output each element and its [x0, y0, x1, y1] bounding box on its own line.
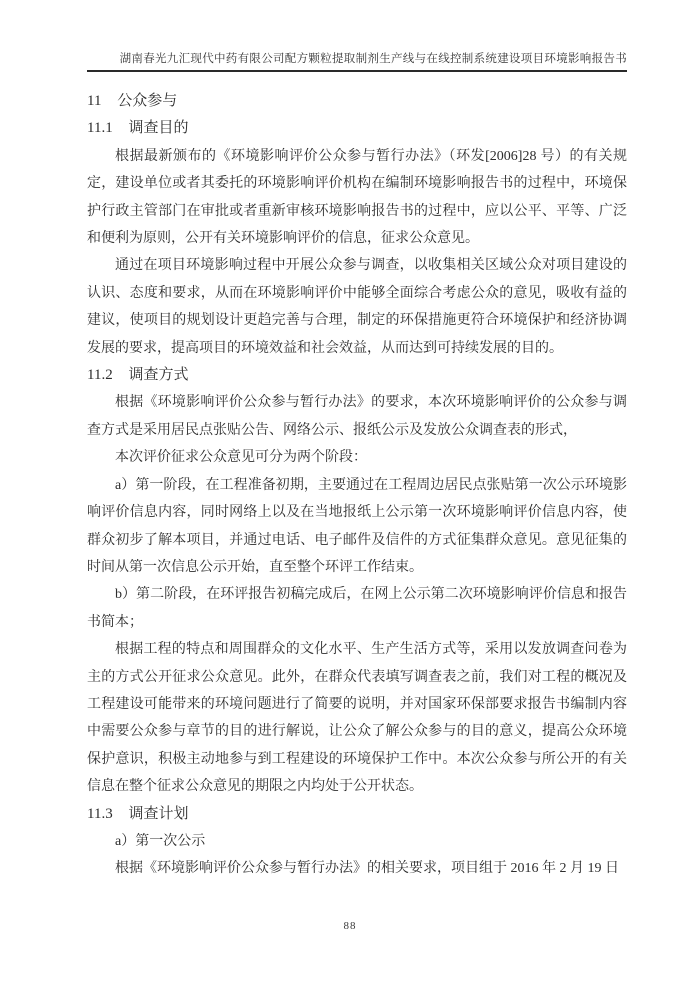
section-number: 11.2	[87, 367, 113, 384]
top-spacer	[87, 80, 627, 88]
paragraph-stage-a: a）第一阶段，在工程准备初期，主要通过在工程周边居民点张贴第一次公示环境影响评价信息内容，同时网络上以及在当地报纸上公示第一次环境影响评价信息内容，使群众初步了解本项目，并通过电话、电子邮件及信件的方式征集群众意见。意见征集的时间从第一次信息公示开始，直至整个环评工作结束。	[87, 477, 627, 575]
paragraph-questionnaire-method: 根据工程的特点和周围群众的文化水平、生产生活方式等，采用以发放调查问卷为主的方式公开征求公众意见。此外，在群众代表填写调查表之前，我们对工程的概况及工程建设可能带来的环境问题进行了简要的说明，并对国家环保部要求报告书编制内容中需要公众参与章节的目的进行解说，让公众了解公众参与的目的意义，提高公众环境保护意识，积极主动地参与到工程建设的环境保护工作中。本次公众参与所公开的有关信息在整个征求公众意见的期限之内均处于公开状态。	[87, 642, 627, 795]
section-number: 11.1	[87, 120, 113, 137]
page-number: 88	[343, 920, 357, 932]
paragraph-stage-b: b）第二阶段，在环评报告初稿完成后，在网上公示第二次环境影响评价信息和报告书简本；	[87, 587, 627, 630]
paragraph-survey-method-intro: 根据《环境影响评价公众参与暂行办法》的要求，本次环境影响评价的公众参与调查方式是采用居民点张贴公告、网络公示、报纸公示及发放公众调查表的形式，	[87, 395, 627, 438]
paragraph-survey-purpose-1: 根据最新颁布的《环境影响评价公众参与暂行办法》（环发[2006]28 号）的有关规定，建设单位或者其委托的环境影响评价机构在编制环境影响报告书的过程中，环境保护行政主管部门在审批或者重新审核环境影响报告书的过程中，应以公平、平等、广泛和便利为原则，公开有关环境影响评价的信息，征求公众意见。	[87, 148, 627, 247]
section-heading-11-1	[87, 115, 627, 142]
paragraph-first-publicity-body: 根据《环境影响评价公众参与暂行办法》的相关要求，项目组于 2016 年 2 月 19 日	[115, 861, 619, 877]
section-title: 调查方式	[128, 367, 189, 384]
page-header	[87, 52, 627, 72]
section-title: 调查计划	[128, 805, 189, 822]
document-body	[87, 80, 627, 883]
paragraph-survey-purpose-2: 通过在项目环境影响过程中开展公众参与调查，以收集相关区域公众对项目建设的认识、态度和要求，从而在环境影响评价中能够全面综合考虑公众的意见，吸收有益的建议，使项目的规划设计更趋完善与合理，制定的环保措施更符合环境保护和经济协调发展的要求，提高项目的环境效益和社会效益，从而达到可持续发展的目的。	[87, 258, 627, 356]
page-footer	[0, 916, 700, 934]
paragraph-first-publicity-label: a）第一次公示	[115, 833, 206, 849]
section-number: 11	[87, 93, 102, 109]
running-header-title: 湖南春光九汇现代中药有限公司配方颗粒提取制剂生产线与在线控制系统建设项目环境影响报告书	[119, 53, 627, 65]
section-heading-11-3	[87, 801, 627, 828]
section-heading-11	[87, 88, 627, 115]
paragraph-survey-two-stages: 本次评价征求公众意见可分为两个阶段：	[115, 450, 367, 466]
header-rule	[87, 70, 627, 72]
section-title: 调查目的	[128, 120, 189, 137]
section-number: 11.3	[87, 805, 113, 822]
section-heading-11-2	[87, 362, 627, 389]
section-title: 公众参与	[117, 93, 178, 109]
